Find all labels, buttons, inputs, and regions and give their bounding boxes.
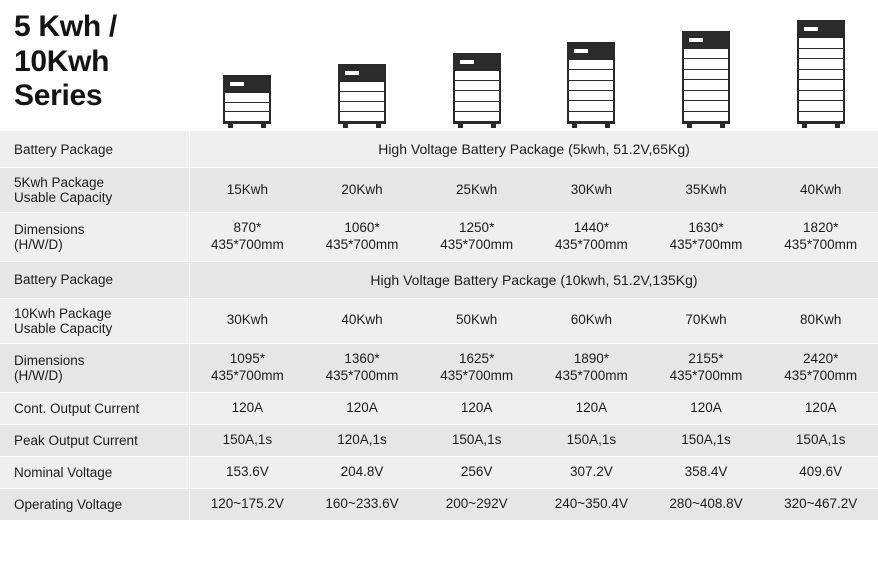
table-cell (190, 457, 305, 488)
row-values (190, 425, 878, 456)
battery-module (225, 112, 269, 122)
row-label (0, 213, 190, 261)
row-label-line-1: Battery Package (14, 272, 114, 288)
battery-module (569, 112, 613, 122)
cell-line-2: 435*700mm (784, 236, 858, 252)
table-cell (534, 344, 649, 392)
table-cell (649, 393, 764, 424)
table-cell (305, 168, 420, 212)
table-cell (419, 213, 534, 261)
battery-module (799, 59, 843, 70)
cell-line-2: 435*700mm (669, 367, 743, 383)
rack-controller-unit (799, 22, 843, 38)
cell-line-1: 1630* (688, 220, 724, 235)
rack-feet (569, 122, 613, 128)
page-title-line-1: 5 Kwh / (14, 10, 117, 43)
rack-cell (649, 0, 764, 130)
table-cell (419, 344, 534, 392)
table-cell (419, 457, 534, 488)
battery-module (455, 112, 499, 122)
table-row (0, 457, 878, 489)
battery-module (799, 101, 843, 112)
cell-line-2: 435*700mm (325, 367, 399, 383)
cell-line-1: 1360* (344, 350, 380, 366)
table-row (0, 168, 878, 213)
battery-module (340, 82, 384, 92)
battery-module (684, 112, 728, 122)
table-cell (190, 168, 305, 212)
table-cell (763, 457, 878, 488)
table-cell (763, 344, 878, 392)
page-title-line-3: Series (14, 79, 103, 112)
table-cell (305, 344, 420, 392)
row-values (190, 131, 878, 167)
rack-cell (419, 0, 534, 130)
cell-line-1: 256V (460, 463, 493, 479)
cell-line-2: 435*700mm (210, 236, 284, 252)
table-cell (649, 299, 764, 343)
battery-module (684, 91, 728, 101)
table-cell (190, 299, 305, 343)
cell-line-1: 25Kwh (456, 181, 498, 197)
cell-line-2: 435*700mm (325, 236, 399, 252)
cell-line-2: 435*700mm (784, 367, 858, 383)
cell-line-1: 150A,1s (566, 431, 617, 447)
table-cell (763, 168, 878, 212)
rack-6-icon (797, 20, 845, 124)
row-values (190, 489, 878, 520)
table-cell (534, 213, 649, 261)
cell-line-1: 120A (804, 399, 837, 415)
table-cell (649, 213, 764, 261)
cell-line-1: 30Kwh (570, 181, 612, 197)
row-values (190, 262, 878, 298)
cell-line-1: 160~233.6V (325, 495, 399, 511)
cell-line-1: 1250* (459, 220, 495, 235)
table-row (0, 213, 878, 262)
rack-controller-unit (569, 44, 613, 60)
battery-module (340, 112, 384, 122)
table-cell (534, 457, 649, 488)
table-cell (305, 457, 420, 488)
battery-module (799, 70, 843, 81)
battery-module (799, 112, 843, 123)
table-cell (190, 489, 305, 520)
rack-cell (763, 0, 878, 130)
row-label-line-1: Operating Voltage (14, 496, 123, 512)
row-label (0, 457, 190, 488)
row-label-line-2: (H/W/D) (14, 236, 63, 252)
row-values (190, 299, 878, 343)
row-label-line-2: (H/W/D) (14, 367, 63, 383)
cell-line-1: 35Kwh (685, 181, 727, 197)
table-cell (190, 213, 305, 261)
cell-line-2: 435*700mm (440, 367, 514, 383)
rack-cell (305, 0, 420, 130)
cell-line-1: 153.6V (225, 463, 269, 479)
table-row (0, 131, 878, 168)
cell-line-1: 2420* (803, 350, 839, 366)
cell-line-1: 1060* (344, 220, 380, 235)
row-label-line-1: Nominal Voltage (14, 464, 113, 480)
table-cell (534, 168, 649, 212)
rack-5-icon (682, 31, 730, 124)
cell-line-1: 1625* (459, 350, 495, 366)
table-cell (649, 168, 764, 212)
row-label-line-1: Dimensions (14, 352, 85, 368)
cell-line-2: 435*700mm (554, 236, 628, 252)
battery-module (225, 93, 269, 103)
row-values (190, 344, 878, 392)
row-values (190, 393, 878, 424)
cell-line-1: 120A (231, 399, 264, 415)
row-span-value: High Voltage Battery Package (10kwh, 51.2V,135Kg) (370, 271, 698, 288)
row-label-line-1: 5Kwh Package (14, 175, 105, 190)
rack-1-icon (223, 75, 271, 124)
table-row (0, 393, 878, 425)
table-cell (763, 213, 878, 261)
cell-line-1: 30Kwh (226, 312, 268, 328)
table-cell (305, 489, 420, 520)
rack-controller-unit (225, 77, 269, 93)
row-label-line-1: 10Kwh Package (14, 305, 112, 321)
cell-line-2: 435*700mm (554, 367, 628, 383)
rack-feet (225, 122, 269, 128)
cell-line-1: 200~292V (445, 495, 508, 511)
table-cell (763, 393, 878, 424)
rack-2-icon (338, 64, 386, 124)
cell-line-1: 150A,1s (795, 431, 846, 447)
cell-line-1: 870* (233, 220, 262, 235)
cell-line-1: 204.8V (340, 463, 384, 479)
battery-module (684, 101, 728, 111)
rack-feet (455, 122, 499, 128)
battery-module (684, 59, 728, 69)
row-label (0, 393, 190, 424)
cell-line-1: 150A,1s (222, 431, 273, 447)
cell-line-1: 120~175.2V (210, 495, 284, 511)
table-cell (419, 299, 534, 343)
battery-module (455, 81, 499, 91)
row-values (190, 213, 878, 261)
row-label (0, 425, 190, 456)
cell-line-1: 50Kwh (456, 312, 498, 328)
cell-line-1: 120A (575, 399, 608, 415)
table-cell (190, 425, 305, 456)
rack-4-icon (567, 42, 615, 124)
header (0, 0, 878, 130)
table-row (0, 299, 878, 344)
table-cell (305, 299, 420, 343)
table-cell (649, 425, 764, 456)
cell-line-1: 120A (346, 399, 378, 415)
cell-line-1: 1890* (573, 350, 609, 366)
row-label (0, 262, 190, 298)
cell-line-1: 358.4V (684, 463, 728, 479)
battery-module (569, 91, 613, 101)
table-cell (534, 425, 649, 456)
rack-feet (340, 122, 384, 128)
table-cell (649, 344, 764, 392)
rack-cell (534, 0, 649, 130)
cell-line-1: 60Kwh (570, 312, 612, 328)
table-cell (649, 457, 764, 488)
spec-table (0, 130, 878, 521)
table-cell (419, 425, 534, 456)
battery-module (799, 91, 843, 102)
battery-module (569, 101, 613, 111)
cell-line-1: 1440* (573, 220, 609, 235)
cell-line-1: 70Kwh (685, 312, 727, 328)
cell-line-1: 120A (690, 399, 722, 415)
cell-line-1: 150A,1s (681, 431, 731, 447)
cell-line-1: 1820* (803, 220, 839, 235)
battery-module (799, 38, 843, 49)
table-cell (419, 393, 534, 424)
battery-module (799, 49, 843, 60)
page-title (14, 10, 199, 114)
cell-line-1: 240~350.4V (554, 495, 628, 511)
cell-line-1: 409.6V (799, 463, 843, 479)
table-cell (534, 299, 649, 343)
battery-module (684, 49, 728, 59)
row-span-value: High Voltage Battery Package (5kwh, 51.2V,65Kg) (378, 141, 690, 157)
table-cell (305, 425, 420, 456)
cell-line-2: 435*700mm (440, 236, 514, 252)
cell-line-1: 120A (460, 399, 493, 415)
rack-feet (684, 122, 728, 128)
row-label-line-2: Usable Capacity (14, 320, 113, 336)
row-label-line-1: Cont. Output Current (14, 400, 140, 416)
table-row (0, 262, 878, 299)
row-label (0, 131, 190, 167)
cell-line-1: 280~408.8V (669, 495, 743, 511)
table-cell (190, 393, 305, 424)
row-label-line-2: Usable Capacity (14, 190, 113, 205)
cell-line-1: 150A,1s (451, 431, 502, 447)
cell-line-1: 80Kwh (800, 312, 842, 328)
battery-module (455, 102, 499, 112)
battery-module (340, 102, 384, 112)
table-row (0, 489, 878, 521)
rack-illustrations (190, 0, 878, 130)
table-row (0, 344, 878, 393)
row-label-line-1: Peak Output Current (14, 432, 138, 448)
table-cell (763, 489, 878, 520)
battery-module (569, 60, 613, 70)
rack-cell (190, 0, 305, 130)
table-cell (763, 425, 878, 456)
row-label (0, 168, 190, 212)
cell-line-1: 40Kwh (800, 181, 842, 197)
row-label (0, 344, 190, 392)
table-cell (305, 213, 420, 261)
battery-module (340, 92, 384, 102)
page-title-line-2: 10Kwh (14, 44, 110, 78)
cell-line-1: 307.2V (569, 463, 613, 479)
row-label-line-1: Dimensions (14, 221, 85, 237)
rack-feet (799, 122, 843, 128)
table-cell (190, 344, 305, 392)
cell-line-1: 1095* (229, 350, 265, 366)
rack-controller-unit (340, 66, 384, 82)
cell-line-1: 20Kwh (341, 181, 383, 197)
table-cell (419, 489, 534, 520)
row-values (190, 168, 878, 212)
cell-line-1: 40Kwh (341, 312, 383, 328)
battery-module (684, 80, 728, 90)
row-label (0, 489, 190, 520)
table-row (0, 425, 878, 457)
cell-line-1: 120A,1s (337, 431, 387, 447)
cell-line-2: 435*700mm (669, 236, 743, 252)
battery-module (684, 70, 728, 80)
row-label (0, 299, 190, 343)
rack-3-icon (453, 53, 501, 124)
battery-module (799, 80, 843, 91)
table-cell (534, 393, 649, 424)
battery-module (569, 70, 613, 80)
battery-module (455, 91, 499, 101)
row-label-line-1: Battery Package (14, 141, 114, 157)
battery-module (455, 71, 499, 81)
table-cell (534, 489, 649, 520)
table-cell (419, 168, 534, 212)
cell-line-1: 2155* (688, 350, 724, 366)
rack-controller-unit (455, 55, 499, 71)
table-cell (305, 393, 420, 424)
cell-line-1: 15Kwh (226, 181, 268, 197)
table-cell (763, 299, 878, 343)
row-values (190, 457, 878, 488)
rack-controller-unit (684, 33, 728, 49)
battery-module (225, 103, 269, 113)
table-cell (649, 489, 764, 520)
battery-module (569, 81, 613, 91)
cell-line-2: 435*700mm (210, 367, 284, 383)
cell-line-1: 320~467.2V (784, 495, 858, 511)
